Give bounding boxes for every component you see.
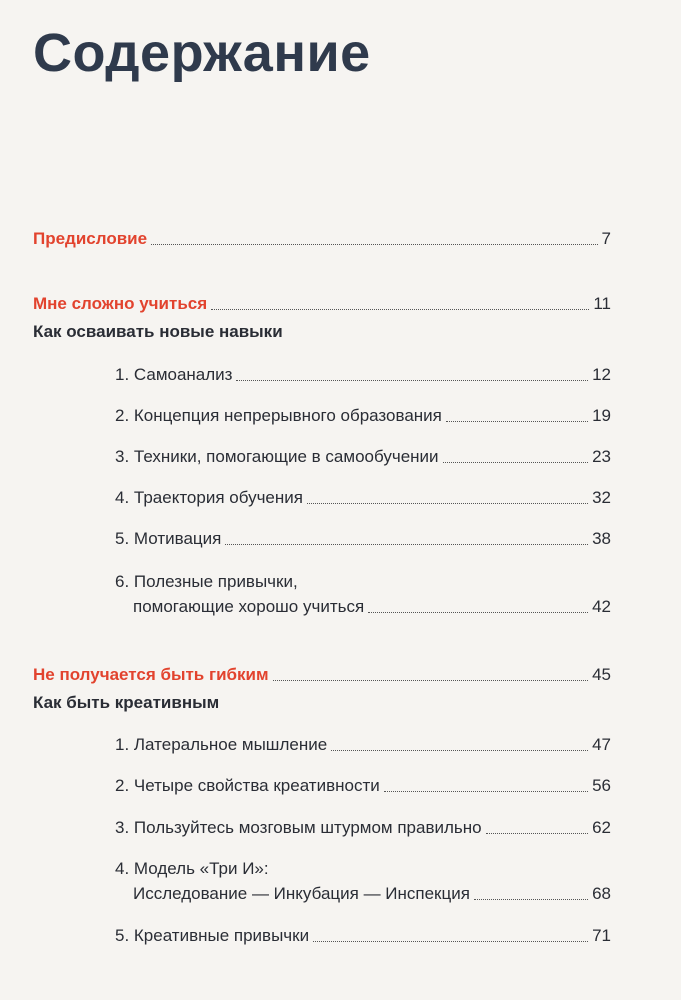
entry-title: 4. Траектория обучения xyxy=(115,488,303,507)
entry-title: 3. Пользуйтесь мозговым штурмом правильно xyxy=(115,818,482,837)
toc-entry[interactable] xyxy=(115,406,611,426)
leader-dots xyxy=(384,791,588,792)
page-title: Содержание xyxy=(33,23,371,83)
toc-entry[interactable] xyxy=(115,926,611,946)
leader-dots xyxy=(474,899,588,900)
entry-page: 32 xyxy=(592,488,611,507)
entry-title: Предисловие xyxy=(33,229,148,248)
leader-dots xyxy=(443,462,589,463)
entry-page: 11 xyxy=(593,294,611,313)
entry-page: 71 xyxy=(592,926,611,945)
part-title: Не получается быть гибким xyxy=(33,665,269,684)
leader-dots xyxy=(307,503,588,504)
leader-dots xyxy=(446,421,588,422)
toc-entry-part1[interactable] xyxy=(33,294,611,314)
entry-page: 68 xyxy=(592,884,611,903)
toc-entry[interactable] xyxy=(133,597,611,617)
leader-dots xyxy=(273,680,589,681)
toc-entry[interactable] xyxy=(115,529,611,549)
toc-entry[interactable] xyxy=(115,365,611,385)
entry-page: 62 xyxy=(592,818,611,837)
entry-page: 56 xyxy=(592,776,611,795)
entry-title: 2. Концепция непрерывного образования xyxy=(115,406,442,425)
leader-dots xyxy=(486,833,588,834)
entry-page: 19 xyxy=(592,406,611,425)
entry-title: 5. Мотивация xyxy=(115,529,222,548)
leader-dots xyxy=(225,544,588,545)
entry-title: 1. Латеральное мышление xyxy=(115,735,328,754)
toc-entry-part2[interactable] xyxy=(33,665,611,685)
leader-dots xyxy=(331,750,588,751)
toc-entry[interactable] xyxy=(115,818,611,838)
leader-dots xyxy=(236,380,588,381)
entry-title: 1. Самоанализ xyxy=(115,365,233,384)
entry-title: 2. Четыре свойства креативности xyxy=(115,776,380,795)
entry-page: 12 xyxy=(592,365,611,384)
toc-entry[interactable] xyxy=(115,776,611,796)
leader-dots xyxy=(151,244,597,245)
entry-page: 38 xyxy=(592,529,611,548)
toc-entry[interactable] xyxy=(115,488,611,508)
part-subtitle: Как осваивать новые навыки xyxy=(33,322,283,341)
entry-title-line1: 4. Модель «Три И»: xyxy=(115,859,269,878)
leader-dots xyxy=(211,309,589,310)
entry-page: 23 xyxy=(592,447,611,466)
entry-page: 42 xyxy=(592,597,611,616)
toc-entry-preface[interactable] xyxy=(33,229,611,249)
toc-entry[interactable] xyxy=(133,884,611,904)
entry-title: помогающие хорошо учиться xyxy=(133,597,365,616)
leader-dots xyxy=(313,941,588,942)
entry-title: 3. Техники, помогающие в самообучении xyxy=(115,447,439,466)
part-title: Мне сложно учиться xyxy=(33,294,208,313)
toc-entry[interactable] xyxy=(115,447,611,467)
leader-dots xyxy=(368,612,588,613)
entry-title: 5. Креативные привычки xyxy=(115,926,310,945)
entry-page: 45 xyxy=(592,665,611,684)
entry-page: 7 xyxy=(601,229,611,248)
entry-title-line1: 6. Полезные привычки, xyxy=(115,572,298,591)
entry-page: 47 xyxy=(592,735,611,754)
part-subtitle: Как быть креативным xyxy=(33,693,220,712)
toc-entry[interactable] xyxy=(115,735,611,755)
entry-title: Исследование — Инкубация — Инспекция xyxy=(133,884,470,903)
